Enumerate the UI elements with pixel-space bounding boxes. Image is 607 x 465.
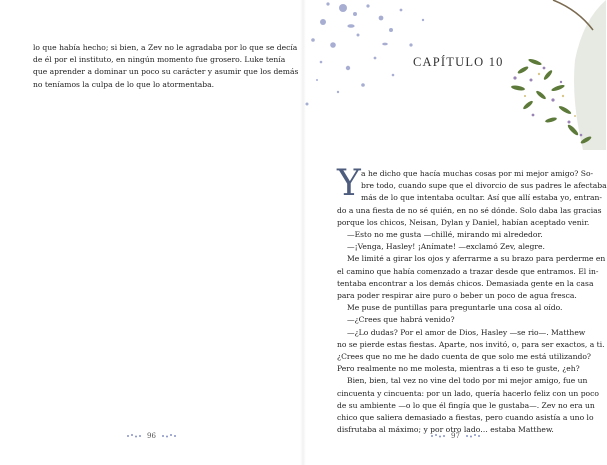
text-line: —¡Venga, Hasley! ¡Anímate! —exclamó Zev, alegre.	[347, 242, 545, 252]
text-line: Me limité a girar los ojos y aferrarme a su brazo para perderme en	[347, 254, 606, 264]
page-number-left	[126, 432, 177, 440]
text-line: —¿Crees que habrá venido?	[347, 315, 455, 325]
text-line: ¿Crees que no me he dado cuenta de que solo me está utilizando?	[337, 352, 591, 362]
folio-ornament-icon	[126, 433, 142, 439]
text-line: —¿Lo dudas? Por el amor de Dios, Hasley —se rio—. Matthew	[347, 327, 586, 337]
foliage-illustration	[511, 0, 606, 150]
text-line: más de lo que intentaba ocultar. Así que allí estaba yo, entran-	[361, 193, 602, 203]
text-line: Me puse de puntillas para preguntarle una cosa al oído.	[347, 303, 563, 313]
text-line: Pero realmente no me molesta, mientras a ti eso te guste, ¿eh?	[337, 364, 580, 374]
text-line: que aprender a dominar un poco su carácter y asumir que los demás	[33, 67, 299, 77]
text-line: —Esto no me gusta —chillé, mirando mi alrededor.	[347, 230, 543, 240]
page-number-right	[430, 432, 481, 440]
text-line: de su ambiente —o lo que él fingía que le gustaba—. Zev no era un	[337, 400, 595, 410]
text-line: no se pierde estas fiestas. Aparte, nos invitó, o, para ser exactos, a ti.	[337, 339, 605, 349]
text-line: disfrutaba al máximo; y por otro lado… estaba Matthew.	[337, 425, 554, 435]
folio-ornament-icon	[465, 433, 481, 439]
right-page-text	[337, 163, 607, 436]
ink-splatter	[306, 2, 425, 105]
text-line: do a una fiesta de no sé quién, en no sé dónde. Solo daba las gracias	[337, 205, 602, 215]
text-line: el camino que había comenzado a trazar desde que entramos. El in-	[337, 266, 599, 276]
left-page-text	[33, 42, 299, 91]
text-line: chico que saliera demasiado a fiestas, pero cuando asistía a uno lo	[337, 413, 594, 423]
page-number: 97	[451, 432, 460, 440]
text-line: Bien, bien, tal vez no vine del todo por mi mejor amigo, fue un	[347, 376, 588, 386]
text-line: lo que había hecho; si bien, a Zev no le agradaba por lo que se decía	[33, 43, 298, 52]
text-line: porque los chicos, Neisan, Dylan y Daniel, habían aceptado venir.	[337, 217, 590, 227]
drop-cap: Y	[337, 163, 361, 204]
folio-ornament-icon	[430, 433, 446, 439]
folio-ornament-icon	[161, 433, 177, 439]
text-line: no teníamos la culpa de lo que lo atormentaba.	[33, 79, 215, 89]
chapter-title: CAPÍTULO 10	[413, 55, 504, 69]
text-line: tentaba encontrar a los demás chicos. Demasiada gente en la casa	[337, 278, 594, 288]
text-line: para poder respirar aire puro o beber un poco de agua fresca.	[337, 291, 577, 301]
text-line: de él por el instituto, en ningún momento fue grosero. Luke tenía	[33, 55, 286, 65]
chapter-decoration	[303, 0, 606, 160]
text-line: a he dicho que hacía muchas cosas por mi mejor amigo? So-	[361, 169, 594, 178]
page-number: 96	[147, 432, 156, 440]
text-line: bre todo, cuando supe que el divorcio de sus padres le afectaba	[361, 181, 607, 191]
text-line: cincuenta y cincuenta: por un lado, quería hacerlo feliz con un poco	[337, 388, 599, 398]
